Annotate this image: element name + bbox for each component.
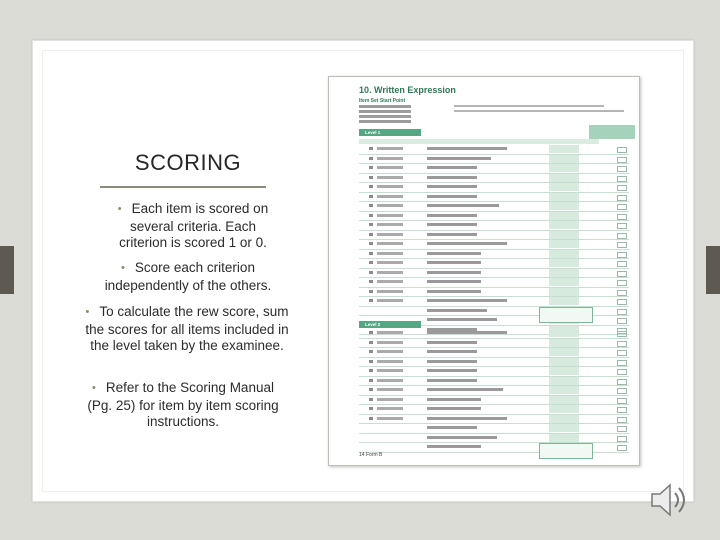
bullet-dot: •	[85, 306, 90, 318]
bullet-4-text: Refer to the Scoring Manual (Pg. 25) for item by item scoring instructions.	[87, 380, 279, 429]
left-edge-tab	[0, 246, 14, 294]
form-notes	[454, 105, 624, 115]
level-2-raw-score-box	[539, 443, 593, 459]
scoring-form-image	[328, 76, 640, 466]
bullet-dot: •	[117, 203, 122, 215]
bullet-dot: •	[92, 382, 96, 394]
bullet-2	[92, 260, 284, 294]
bullet-2-text: Score each criterion independently of the others.	[104, 260, 272, 293]
form-subtitle: Item Set Start Point	[359, 98, 406, 104]
bullet-dot: •	[121, 262, 125, 274]
right-edge-tab	[706, 246, 720, 294]
level-1-raw-score-box	[539, 307, 593, 323]
table-header	[359, 139, 599, 144]
speaker-icon[interactable]	[646, 476, 694, 524]
bullet-3	[84, 304, 290, 355]
error-category-header	[589, 125, 635, 139]
form-grade-list	[359, 105, 411, 125]
bullet-3-text: To calculate the rew score, sum the scores for all items included in the level taken by the examinee.	[85, 304, 289, 353]
level-1-label: Level 1	[365, 130, 381, 135]
title-underline	[100, 186, 266, 188]
level-2-rows	[359, 329, 629, 453]
form-title: 10. Written Expression	[359, 85, 456, 95]
form-page-label: 14 Form B	[359, 452, 383, 458]
bullet-4	[84, 380, 282, 431]
slide-title: SCORING	[134, 150, 242, 175]
bullet-1-text: Each item is scored on several criteria. Each criterion is scored 1 or 0.	[119, 201, 269, 250]
bullet-1	[110, 201, 276, 252]
level-2-label: Level 2	[365, 322, 381, 327]
